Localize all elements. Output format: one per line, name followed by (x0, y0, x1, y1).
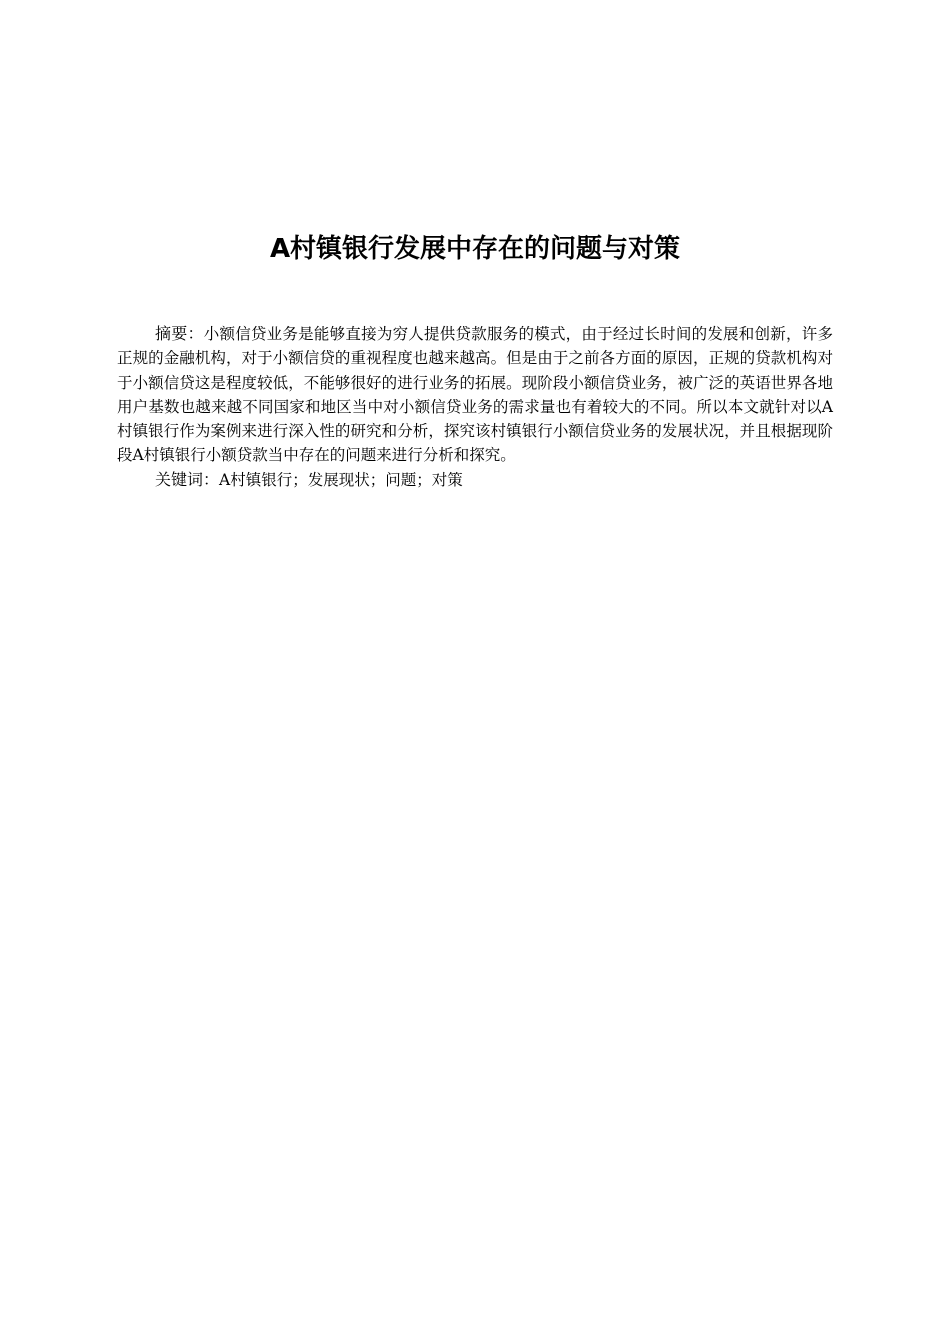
abstract-text: 小额信贷业务是能够直接为穷人提供贷款服务的模式，由于经过长时间的发展和创新，许多正规的金融机构，对于小额信贷的重视程度也越来越高。但是由于之前各方面的原因，正规的贷款机构对于小额信贷这是程度较低，不能够很好的进行业务的拓展。现阶段小额信贷业务，被广泛的英语世界各地用户基数也越来越不同国家和地区当中对小额信贷业务的需求量也有着较大的不同。所以本文就针对以A村镇银行作为案例来进行深入性的研究和分析，探究该村镇银行小额信贷业务的发展状况，并且根据现阶段A村镇银行小额贷款当中存在的问题来进行分析和探究。 (117, 325, 833, 465)
abstract-paragraph (117, 322, 833, 468)
keywords-label: 关键词： (155, 469, 220, 489)
abstract-label: 摘要： (155, 324, 204, 343)
document-title: A村镇银行发展中存在的问题与对策 (269, 234, 681, 264)
keywords-paragraph (117, 468, 833, 492)
abstract-section (117, 322, 833, 492)
keywords-text: A村镇银行；发展现状；问题；对策 (219, 470, 463, 489)
